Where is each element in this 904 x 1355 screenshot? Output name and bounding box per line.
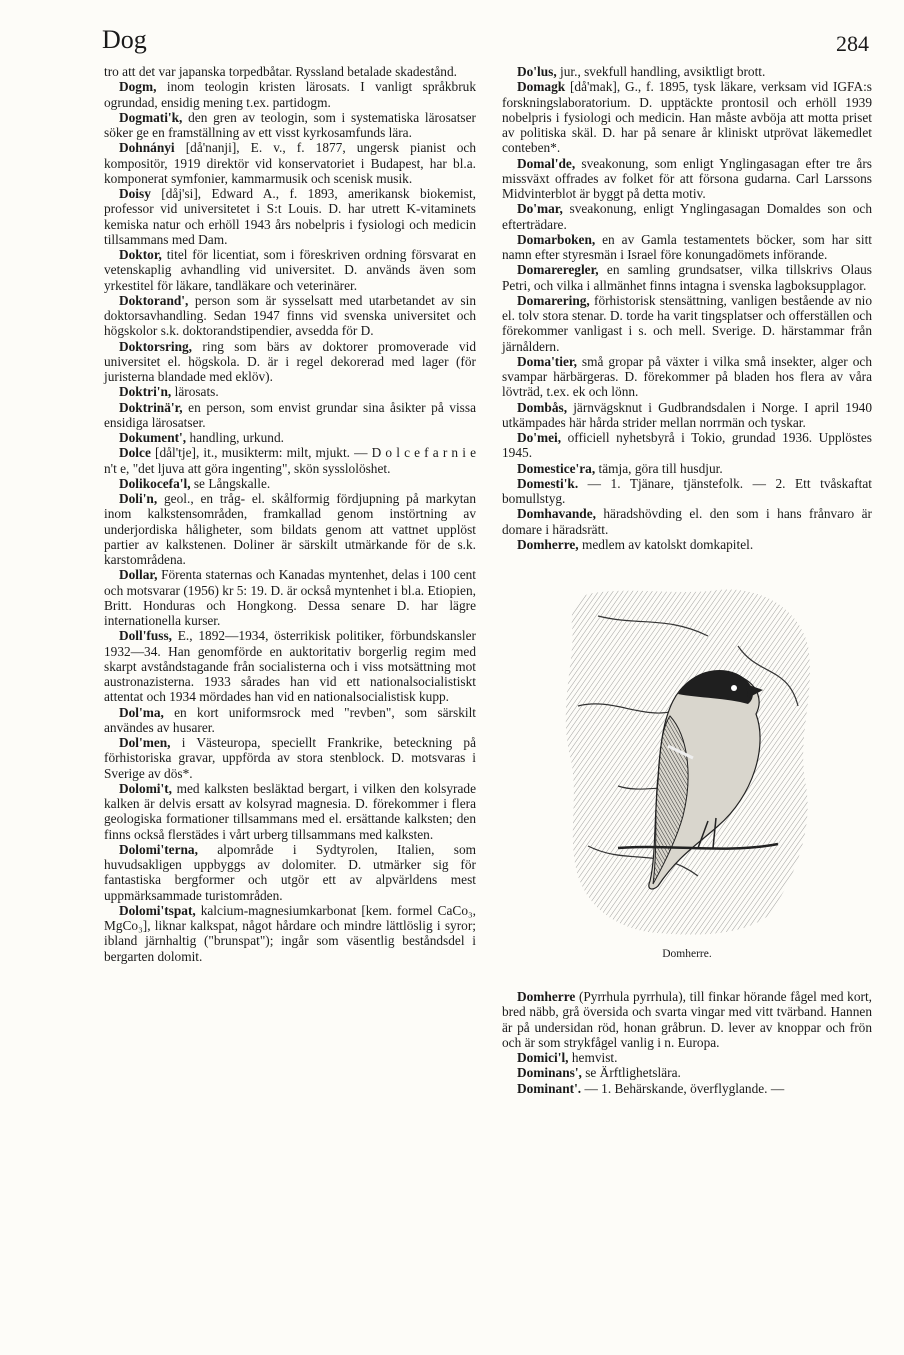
dictionary-entry	[104, 430, 476, 445]
entry-text: förhistorisk stensättning, vanligen bestående av nio el. tolv stora stenar. D. torde ha varit tingsplatser och offerställen och förekommer vanligast i s. och mell. Sverige. D. härstammar från järnåldern.	[502, 292, 872, 354]
dictionary-entry	[502, 293, 872, 354]
entry-text: ring som bärs av doktorer promoverade vid universitet el. högskola. D. är i regel dekorerad med lager (för juristerna blandade med eklöv).	[104, 338, 476, 384]
entry-text: en person, som envist grundar sina åsikter på vissa ensidiga lärosatser.	[104, 399, 476, 430]
entry-text: medlem av katolskt domkapitel.	[578, 536, 754, 552]
entry-headword: Doktorand',	[119, 292, 189, 308]
dictionary-entry	[104, 735, 476, 781]
entry-headword: Doktorsring,	[119, 338, 193, 354]
entry-headword: Dominans',	[517, 1065, 582, 1081]
dictionary-entry	[502, 476, 872, 507]
entry-text: med kalksten besläktad bergart, i vilken den kolsyrade kalken är delvis ersatt av kolsyrad magnesia. D. förekommer i flera geologiska formationer tillsammans med el. ersättande kalksten; den finns också flerstädes i vårt urberg tillsammans med kalksten.	[104, 780, 476, 842]
entry-headword: Domici'l,	[517, 1050, 569, 1065]
entry-headword: Dohnányi	[119, 140, 175, 156]
entry-headword: Dokument',	[119, 430, 187, 445]
dictionary-entry	[502, 64, 872, 79]
entry-headword: Doktor,	[119, 247, 162, 262]
dictionary-entry	[104, 781, 476, 842]
entry-headword: Domarboken,	[517, 231, 596, 247]
dictionary-entry	[502, 400, 872, 431]
entry-text: geol., en tråg- el. skålformig fördjupning på markytan inom kalkstensområden, framkallad genom instörtning av underjordiska håligheter, som bildats genom att vattnet upplöst partier av kalkstenen. Doliner är särskilt utmärkande för de s.k. karstområdena.	[104, 491, 476, 567]
dictionary-entry	[104, 400, 476, 431]
entry-text: i Västeuropa, speciellt Frankrike, beteckning på förhistoriska gravar, uppförda av stora stenblock. D. motsvaras i Sverige av dös*.	[104, 735, 476, 781]
entry-text: alpområde i Sydtyrolen, Italien, som huvudsakligen uppbyggs av dolomiter. D. utmärker sig för fantastiska bergformer och utgör ett av alpvärldens mest uppmärksammade turistområden.	[104, 841, 476, 903]
entry-headword: Dolce	[119, 445, 151, 461]
dictionary-entry	[104, 339, 476, 385]
entry-text: små gropar på växter i vilka små insekter, alger och svampar härbärgeras. D. förekommer på bladen hos flera av våra lövträd, t.ex. ek och lönn.	[502, 353, 872, 400]
entry-headword: Dol'men,	[119, 735, 171, 750]
entry-text: titel för licentiat, som i föreskriven ordning försvarat en vetenskaplig avhandling vid universitet. D. används även som yrkestitel för läkare, tandläkare och veterinärer.	[104, 247, 476, 293]
dictionary-entry	[104, 384, 476, 399]
dictionary-entry	[104, 491, 476, 567]
entry-headword: Dolomi't,	[119, 780, 172, 796]
entry-headword: Domagk	[517, 79, 566, 95]
dictionary-entry	[104, 842, 476, 903]
right-column-entries-bottom	[502, 989, 872, 1096]
entry-headword: Do'mar,	[517, 201, 563, 217]
entry-text: (Pyrrhula pyrrhula), till finkar hörande fågel med kort, bred näbb, grå översida och svarta vingar med vitt tvärband. Hannen är på undersidan röd, honan gråbrun. D. lever av knoppar och frön och är som strykfågel vanlig i n. Europa.	[502, 989, 872, 1050]
entry-text: [då'nanji], E. v., f. 1877, ungersk pianist och kompositör, 1919 direktör vid konservatoriet i Budapest, har bl.a. komponerat symfonier, kammarmusik och scenisk musik.	[104, 140, 476, 186]
dictionary-entry	[502, 156, 872, 202]
entry-text: [då'mak], G., f. 1895, tysk läkare, verksam vid IGFA:s forskningslaboratorium. D. upptäckte prontosil och erhöll 1939 nobelpris i fysiologi och medicin. Han måste avböja att motta priset av politiska skäl. D. har på senare år kliniskt utprövat läkemedlet conteben*.	[502, 79, 872, 156]
entry-headword: Domesti'k.	[517, 475, 579, 491]
bullfinch-illustration-icon	[558, 586, 816, 941]
left-column	[104, 64, 476, 964]
dictionary-entry	[104, 628, 476, 704]
entry-text: [dåj'si], Edward A., f. 1893, amerikansk biokemist, professor vid universitetet i S:t Louis. D. har utrett K-vitaminets kemiska natur och erhöll 1943 års nobelpris i fysiologi och medicin tillsammans med Dam.	[104, 186, 476, 247]
dictionary-entry	[502, 79, 872, 155]
entry-text: den gren av teologin, som i systematiska lärosatser söker ge en framställning av ett visst kyrkosamfunds lära.	[104, 109, 476, 140]
entry-text: se Långskalle.	[190, 475, 271, 491]
entry-text: häradshövding el. den som i hans frånvaro är domare i häradsrätt.	[502, 506, 872, 537]
entry-text: järnvägsknut i Gudbrandsdalen i Norge. I april 1940 utkämpades här hårda strider mellan norrmän och tyskar.	[502, 399, 872, 430]
dictionary-entry	[104, 110, 476, 141]
dictionary-entry	[104, 705, 476, 736]
entry-text: officiell nyhetsbyrå i Tokio, grundad 1936. Upplöstes 1945.	[502, 430, 872, 461]
entry-headword: Dolomi'tspat,	[119, 902, 196, 918]
entry-headword: Dombås,	[517, 399, 568, 415]
entry-headword: Dominant'.	[517, 1080, 582, 1096]
figure-caption: Domherre.	[662, 948, 712, 960]
entry-headword: Doli'n,	[119, 491, 158, 506]
entry-headword: Domarering,	[517, 292, 590, 308]
dictionary-entry	[104, 293, 476, 339]
entry-text: tro att det var japanska torpedbåtar. Ryssland betalade skadestånd.	[104, 64, 457, 79]
entry-text: [dål'tje], it., musikterm: milt, mjukt. — D o l c e f a r n i e n't e, "det ljuva att göra ingenting", skön sysslolöshet.	[104, 445, 476, 476]
entry-text: kalcium-magnesiumkarbonat [kem. formel CaCo₃, MgCo₃], liknar kalkspat, något hårdare och mindre lättlöslig i syror; ibland järnhaltig ("brunspat"); ingår som väsentlig beståndsdel i bergarten dolomit.	[104, 902, 476, 964]
dictionary-entry	[502, 461, 872, 476]
entry-headword: Dogm,	[119, 79, 157, 95]
dictionary-entry	[104, 79, 476, 110]
dictionary-entry	[502, 262, 872, 293]
entry-text: person som är sysselsatt med utarbetandet av sin doktorsavhandling. Sedan 1947 finns vid svenska universitet och högskolor s.k. doktorandstipendier, avsedda för D.	[104, 292, 476, 339]
entry-headword: Domhavande,	[517, 506, 596, 522]
right-column	[502, 64, 872, 1096]
entry-headword: Domestice'ra,	[517, 460, 596, 476]
dictionary-entry	[502, 989, 872, 1050]
entry-text: se Ärftlighetslära.	[581, 1065, 681, 1081]
entry-text: en kort uniformsrock med "revben", som särskilt användes av husarer.	[104, 704, 476, 735]
entry-headword: Doktrinä'r,	[119, 399, 183, 415]
entry-text: inom teologin kristen lärosats. I vanligt språkbruk ogrundad, ensidig mening t.ex. partidogm.	[104, 79, 476, 110]
entry-text: sveakonung, som enligt Ynglingasagan efter tre års missväxt offrades av folket för att försona gudarna. Carl Larssons Midvinterblot är byggt på detta motiv.	[502, 155, 872, 201]
entry-text: tämja, göra till husdjur.	[595, 460, 723, 476]
entry-text: Förenta staternas och Kanadas myntenhet, delas i 100 cent och motsvarar (1956) kr 5: 19. D. är också myntenhet i bl.a. Etiopien, Britt. Honduras och Hongkong. Dessa senare D. har lägre internationella kurser.	[104, 567, 476, 628]
entry-text: en samling grundsatser, vilka tillskrivs Olaus Petri, och vilka i allmänhet finns intagna i svenska lagboksupplagor.	[502, 262, 872, 293]
page-number: 284	[836, 31, 869, 56]
dictionary-entry	[502, 430, 872, 461]
dictionary-entry	[104, 445, 476, 476]
entry-headword: Dolikocefa'l,	[119, 475, 191, 491]
entry-text: en av Gamla testamentets böcker, som har sitt namn efter styresmän i Israel före konungadömets införande.	[502, 231, 872, 262]
dictionary-entry	[502, 354, 872, 400]
entry-text: sveakonung, enligt Ynglingasagan Domaldes son och efterträdare.	[502, 201, 872, 232]
entry-headword: Doma'tier,	[517, 353, 577, 369]
entry-text: hemvist.	[568, 1050, 618, 1065]
entry-headword: Dogmati'k,	[119, 109, 183, 125]
dictionary-entry	[104, 64, 476, 79]
entry-text: handling, urkund.	[186, 430, 284, 445]
dictionary-entry	[502, 1050, 872, 1065]
entry-headword: Dol'ma,	[119, 704, 164, 720]
dictionary-entry	[104, 567, 476, 628]
entry-text: E., 1892—1934, österrikisk politiker, förbundskansler 1932—34. Han genomförde en auktoritativ borgerlig regim med skarpt avståndstagande från socialisterna och i viss motsättning mot austronazisterna. 1933 sårades han vid ett nationalsocialistiskt attentat och 1934 mördades han vid en nationalsocialistisk kupp.	[104, 628, 476, 705]
dictionary-entry	[104, 140, 476, 186]
dictionary-entry	[104, 247, 476, 293]
dictionary-entry	[502, 506, 872, 537]
dictionary-entry	[502, 201, 872, 232]
right-column-entries-top	[502, 64, 872, 552]
dictionary-entry	[104, 476, 476, 491]
running-head-word: Dog	[102, 25, 147, 54]
entry-headword: Doktri'n,	[119, 384, 172, 400]
entry-headword: Domareregler,	[517, 262, 599, 278]
dictionary-entry	[502, 1081, 872, 1096]
entry-headword: Dolomi'terna,	[119, 841, 198, 857]
page-header	[0, 0, 904, 60]
entry-headword: Do'mei,	[517, 430, 562, 445]
dictionary-entry	[502, 1065, 872, 1080]
entry-headword: Domherre	[517, 989, 576, 1004]
dictionary-entry	[502, 537, 872, 552]
dictionary-entry	[104, 186, 476, 247]
entry-headword: Doisy	[119, 186, 151, 201]
entry-text: — 1. Behärskande, överflyglande. —	[581, 1080, 785, 1096]
figure	[502, 586, 872, 961]
entry-headword: Dollar,	[119, 567, 158, 583]
dictionary-entry	[104, 903, 476, 964]
entry-text: lärosats.	[171, 384, 219, 400]
dictionary-entry	[502, 232, 872, 263]
entry-headword: Domherre,	[517, 536, 579, 552]
entry-headword: Domal'de,	[517, 155, 576, 171]
entry-text: — 1. Tjänare, tjänstefolk. — 2. Ett tvåskaftat bomullstyg.	[502, 475, 872, 506]
entry-headword: Doll'fuss,	[119, 628, 173, 644]
entry-headword: Do'lus,	[517, 64, 557, 79]
entry-text: jur., svekfull handling, avsiktligt brott.	[556, 64, 766, 79]
